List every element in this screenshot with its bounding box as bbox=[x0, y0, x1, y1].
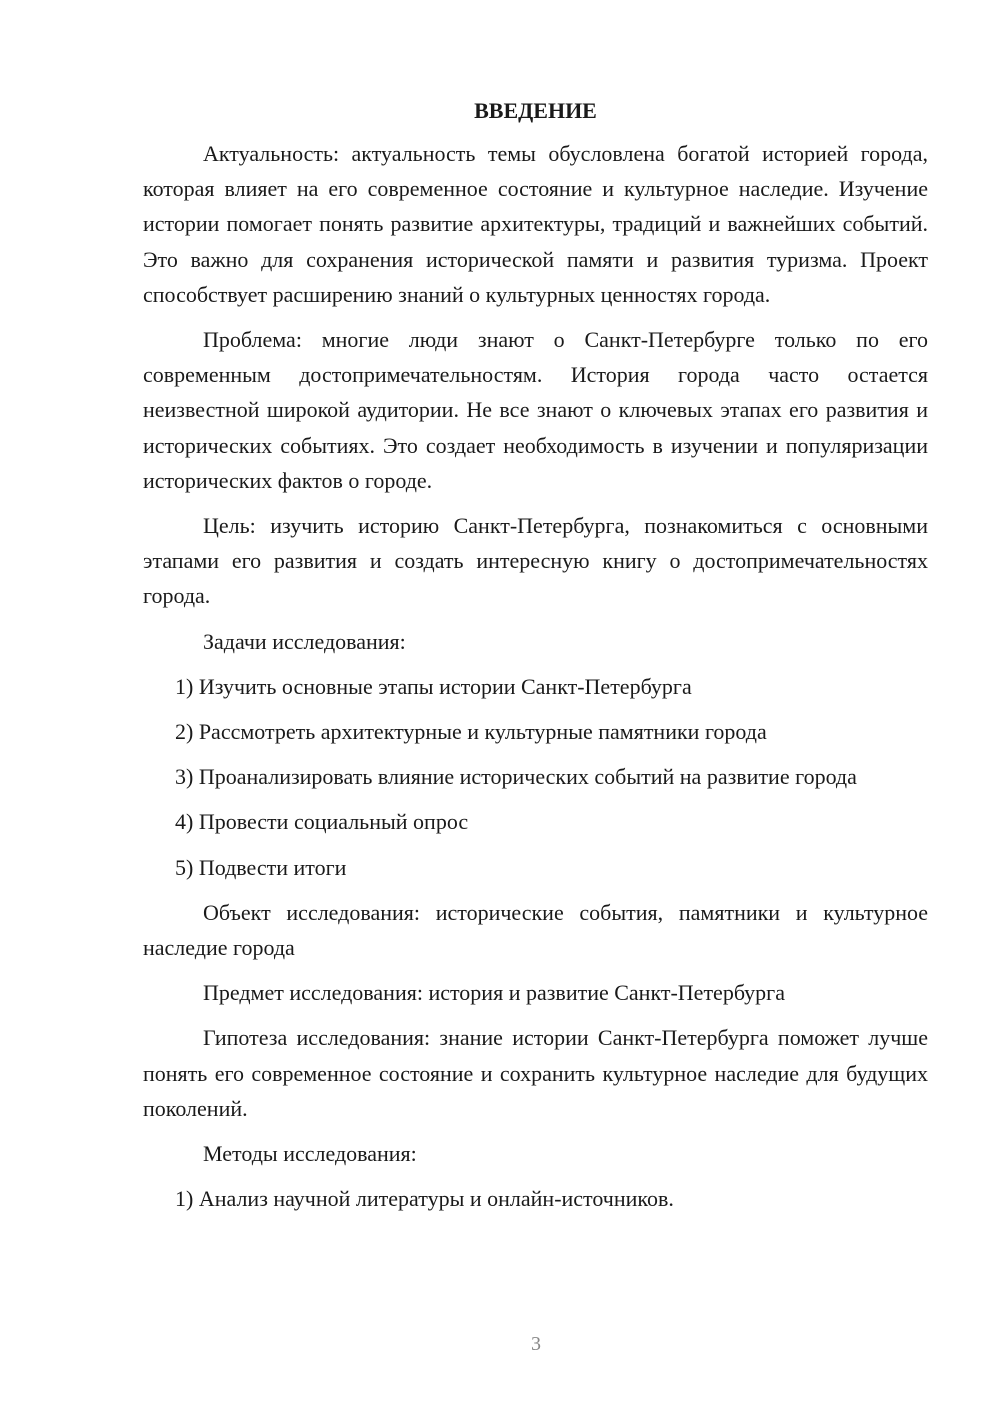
task-item: 1) Изучить основные этапы истории Санкт-Петербурга bbox=[175, 673, 692, 699]
task-item: 5) Подвести итоги bbox=[175, 854, 347, 880]
methods-heading: Методы исследования: bbox=[203, 1141, 417, 1167]
page-number: 3 bbox=[531, 1333, 541, 1355]
hypothesis-paragraph: Гипотеза исследования: знание истории Санкт-Петербурга поможет лучше понять его современное состояние и сохранить культурное наследие для будущих поколений. bbox=[143, 1025, 928, 1121]
method-item: 1) Анализ научной литературы и онлайн-источников. bbox=[175, 1186, 674, 1212]
document-page bbox=[143, 96, 928, 1226]
problem-paragraph: Проблема: многие люди знают о Санкт-Петербурге только по его современным достопримечательностям. История города часто остается неизвестной широкой аудитории. Не все знают о ключевых этапах его развития и исторических событиях. Это создает необходимость в изучении и популяризации исторических фактов о городе. bbox=[143, 327, 928, 493]
relevance-paragraph: Актуальность: актуальность темы обусловлена богатой историей города, которая влияет на его современное состояние и культурное наследие. Изучение истории помогает понять развитие архитектуры, традиций и важнейших событий. Это важно для сохранения исторической памяти и развития туризма. Проект способствует расширению знаний о культурных ценностях города. bbox=[143, 141, 928, 307]
task-item: 2) Рассмотреть архитектурные и культурные памятники города bbox=[175, 719, 767, 745]
tasks-heading: Задачи исследования: bbox=[203, 628, 406, 654]
page-title: ВВЕДЕНИЕ bbox=[474, 98, 597, 123]
subject-paragraph: Предмет исследования: история и развитие Санкт-Петербурга bbox=[203, 980, 785, 1006]
task-item: 4) Провести социальный опрос bbox=[175, 809, 469, 835]
task-item: 3) Проанализировать влияние исторических событий на развитие города bbox=[175, 764, 857, 790]
object-paragraph: Объект исследования: исторические события, памятники и культурное наследие города bbox=[143, 899, 928, 961]
goal-paragraph: Цель: изучить историю Санкт-Петербурга, познакомиться с основными этапами его развития и создать интересную книгу о достопримечательностях города. bbox=[143, 513, 928, 609]
